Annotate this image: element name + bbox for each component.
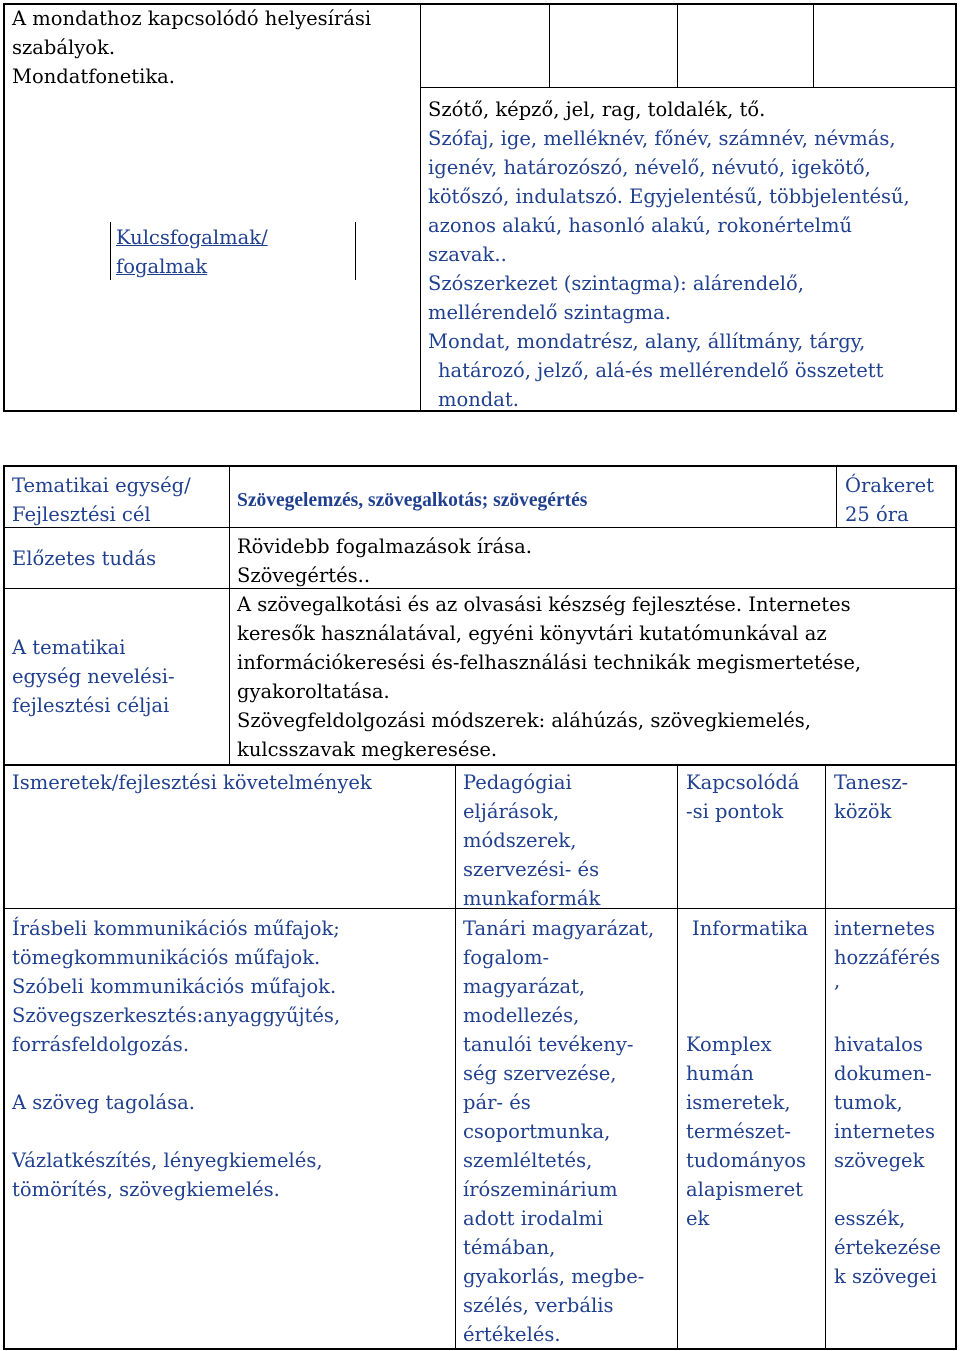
goals-label: egység nevelési- (12, 665, 175, 688)
connection-line: ismeretek, (686, 1091, 791, 1114)
tool-line: hivatalos (834, 1033, 923, 1056)
method-line: magyarázat, (463, 975, 586, 998)
method-line: csoportmunka, (463, 1120, 611, 1143)
requirement-line: Írásbeli kommunikációs műfajok; (12, 917, 340, 940)
goals-line: gyakoroltatása. (237, 680, 390, 703)
kulcs-line: szavak.. (428, 243, 507, 266)
connection-line: tudományos (686, 1149, 807, 1172)
kulcs-line: Szótő, képző, jel, rag, toldalék, tő. (428, 98, 766, 121)
methods-header-line: szervezési- és (463, 858, 600, 881)
connection-line: ek (686, 1207, 710, 1230)
requirement-line: tömegkommunikációs műfajok. (12, 946, 321, 969)
method-line: értékelés. (463, 1323, 561, 1346)
prior-knowledge-label: Előzetes tudás (12, 547, 157, 570)
connection-line: természet- (686, 1120, 791, 1143)
method-line: Tanári magyarázat, (463, 917, 655, 940)
goals-line: kulcsszavak megkeresése. (237, 738, 498, 761)
tool-line: tumok, (834, 1091, 903, 1114)
kulcs-line: határozó, jelző, alá-és mellérendelő összetett (438, 359, 884, 382)
requirement-line: Vázlatkészítés, lényegkiemelés, (12, 1149, 323, 1172)
goals-label: A tematikai (12, 636, 126, 659)
kulcs-line: igenév, határozószó, névelő, névutó, igekötő, (428, 156, 871, 179)
goals-line: keresők használatával, egyéni könyvtári kutatómunkával az (237, 622, 827, 645)
methods-header-line: Pedagógiai (463, 771, 572, 794)
kulcs-line: Szófaj, ige, melléknév, főnév, számnév, névmás, (428, 127, 896, 150)
tool-line: k szövegei (834, 1265, 937, 1288)
method-line: gyakorlás, megbe- (463, 1265, 645, 1288)
unit-title: Szövegelemzés, szövegalkotás; szövegértés (237, 490, 588, 511)
method-line: fogalom- (463, 946, 550, 969)
connection-informatika: Informatika (692, 917, 809, 940)
methods-header-line: módszerek, (463, 829, 577, 852)
prior-knowledge-line: Szövegértés.. (237, 564, 371, 587)
requirement-line: A szöveg tagolása. (12, 1091, 195, 1114)
tool-line: , (834, 969, 841, 992)
kulcs-line: Mondat, mondatrész, alany, állítmány, tárgy, (428, 330, 866, 353)
tool-line: hozzáférés (834, 946, 941, 969)
method-line: tanulói tevékeny- (463, 1033, 634, 1056)
kulcs-line: mondat. (438, 388, 519, 411)
hours-label: Órakeret (845, 474, 934, 497)
requirement-line: tömörítés, szövegkiemelés. (12, 1178, 280, 1201)
tools-header: közök (834, 800, 892, 823)
prior-knowledge-line: Rövidebb fogalmazások írása. (237, 535, 532, 558)
connection-line: humán (686, 1062, 754, 1085)
kulcsfogalmak-label: fogalmak (116, 255, 208, 278)
tool-line: esszék, (834, 1207, 906, 1230)
method-line: írószeminárium (463, 1178, 618, 1201)
unit-label: Fejlesztési cél (12, 503, 151, 526)
requirement-line: Szövegszerkesztés:anyaggyűjtés, (12, 1004, 341, 1027)
tool-line: internetes (834, 917, 935, 940)
tool-line: szövegek (834, 1149, 925, 1172)
connections-header: Kapcsolódá (686, 771, 800, 794)
tools-header: Tanesz- (834, 771, 909, 794)
method-line: pár- és (463, 1091, 531, 1114)
tool-line: dokumen- (834, 1062, 932, 1085)
method-line: ség szervezése, (463, 1062, 617, 1085)
kulcs-line: kötőszó, indulatszó. Egyjelentésű, többjelentésű, (428, 185, 910, 208)
kulcs-line: Szószerkezet (szintagma): alárendelő, (428, 272, 804, 295)
rules-title-line: szabályok. (12, 36, 116, 59)
methods-header-line: eljárások, (463, 800, 560, 823)
method-line: szélés, verbális (463, 1294, 614, 1317)
rules-title-line: Mondatfonetika. (12, 65, 175, 88)
kulcs-line: azonos alakú, hasonló alakú, rokonértelmű (428, 214, 853, 237)
requirement-line: forrásfeldolgozás. (12, 1033, 190, 1056)
requirements-header: Ismeretek/fejlesztési követelmények (12, 771, 372, 794)
requirement-line: Szóbeli kommunikációs műfajok. (12, 975, 337, 998)
connection-line: Komplex (686, 1033, 772, 1056)
goals-line: Szövegfeldolgozási módszerek: aláhúzás, szövegkiemelés, (237, 709, 811, 732)
connection-line: alapismeret (686, 1178, 803, 1201)
goals-line: A szövegalkotási és az olvasási készség fejlesztése. Internetes (237, 593, 851, 616)
tool-line: értekezése (834, 1236, 941, 1259)
method-line: adott irodalmi (463, 1207, 604, 1230)
methods-header-line: munkaformák (463, 887, 601, 910)
method-line: szemléltetés, (463, 1149, 593, 1172)
method-line: modellezés, (463, 1004, 580, 1027)
unit-label: Tematikai egység/ (12, 474, 191, 497)
method-line: témában, (463, 1236, 556, 1259)
goals-label: fejlesztési céljai (12, 694, 170, 717)
kulcs-line: mellérendelő szintagma. (428, 301, 671, 324)
goals-line: információkeresési és-felhasználási technikák megismertetése, (237, 651, 862, 674)
rules-title-line: A mondathoz kapcsolódó helyesírási (12, 7, 372, 30)
kulcsfogalmak-label: Kulcsfogalmak/ (116, 226, 268, 249)
tool-line: internetes (834, 1120, 935, 1143)
connections-header: -si pontok (686, 800, 784, 823)
hours-value: 25 óra (845, 503, 909, 526)
